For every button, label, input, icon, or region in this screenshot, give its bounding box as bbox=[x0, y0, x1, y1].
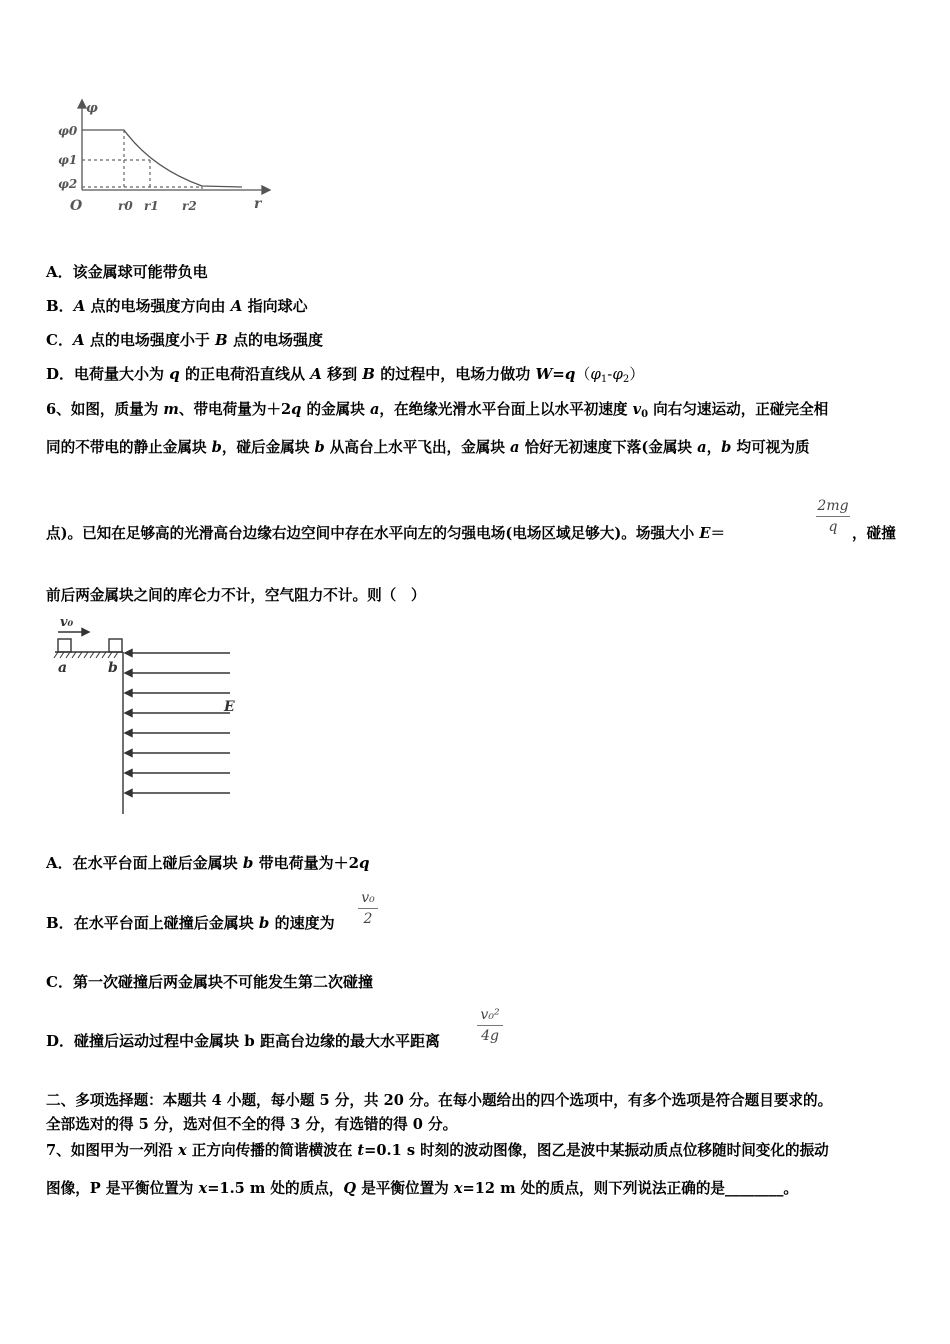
q6-option-b: B．在水平台面上碰撞后金属块 b 的速度为 bbox=[46, 914, 335, 932]
field-strength-fraction: 2mg q bbox=[817, 498, 849, 535]
velocity-fraction: v₀ 2 bbox=[358, 889, 378, 928]
x-tick-r2: r2 bbox=[182, 199, 197, 213]
y-tick-phi2: φ2 bbox=[58, 177, 78, 191]
q5-option-b: B．A 点的电场强度方向由 A 指向球心 bbox=[46, 297, 308, 315]
q6-stem-line1: 6、如图，质量为 m、带电荷量为＋2q 的金属块 a，在绝缘光滑水平台面上以水平初速度 $v_0$ 向右匀速运动，正碰完全相 bbox=[46, 401, 829, 420]
origin-label: O bbox=[70, 198, 83, 214]
q5-option-c: C．A 点的电场强度小于 B 点的电场强度 bbox=[46, 331, 323, 349]
block-a-label: a bbox=[58, 660, 68, 676]
x-tick-r0: r0 bbox=[118, 199, 133, 213]
q7-stem-line1: 7、如图甲为一列沿 x 正方向传播的简谐横波在 t=0.1 s 时刻的波动图像，图乙是波中某振动质点位移随时间变化的振动 bbox=[46, 1142, 829, 1159]
q6-stem-line4: 前后两金属块之间的库仑力不计，空气阻力不计。则（ ） bbox=[46, 587, 426, 604]
v0-label: v₀ bbox=[60, 615, 74, 630]
q5-option-a: A．该金属球可能带负电 bbox=[46, 263, 208, 281]
q6-option-a: A．在水平台面上碰后金属块 b 带电荷量为＋2q bbox=[46, 854, 370, 872]
block-b-label: b bbox=[108, 660, 118, 676]
field-diagram bbox=[50, 612, 250, 817]
q6-stem-line3-end: ，碰撞 bbox=[852, 525, 896, 542]
q6-option-d: D．碰撞后运动过程中金属块 b 距高台边缘的最大水平距离 bbox=[46, 1032, 440, 1050]
y-tick-phi0: φ0 bbox=[58, 124, 78, 138]
q6-stem-line2: 同的不带电的静止金属块 b，碰后金属块 b 从高台上水平飞出，金属块 a 恰好无初速度下落(金属块 a，b 均可视为质 bbox=[46, 439, 810, 456]
y-axis-label: φ bbox=[86, 101, 98, 116]
q5-option-d: D．电荷量大小为 q 的正电荷沿直线从 A 移到 B 的过程中，电场力做功 $W=q(\varphi_1-\varphi_2)$ bbox=[46, 365, 645, 385]
q6-option-c: C．第一次碰撞后两金属块不可能发生第二次碰撞 bbox=[46, 973, 373, 991]
section-heading: 二、多项选择题：本题共 4 小题，每小题 5 分，共 20 分。在每小题给出的四个选项中，有多个选项是符合题目要求的。 bbox=[46, 1092, 833, 1109]
section-scoring: 全部选对的得 5 分，选对但不全的得 3 分，有选错的得 0 分。 bbox=[46, 1116, 458, 1133]
potential-graph bbox=[52, 98, 277, 218]
field-E-label: E bbox=[224, 699, 235, 715]
x-axis-label: r bbox=[254, 196, 262, 212]
distance-fraction: v₀² 4g bbox=[477, 1006, 503, 1045]
q7-stem-line2: 图像，P 是平衡位置为 x=1.5 m 处的质点，Q 是平衡位置为 x=12 m 处的质点，则下列说法正确的是________。 bbox=[46, 1180, 798, 1197]
x-tick-r1: r1 bbox=[144, 199, 159, 213]
y-tick-phi1: φ1 bbox=[58, 153, 78, 167]
q6-stem-line3: 点)。已知在足够高的光滑高台边缘右边空间中存在水平向左的匀强电场(电场区域足够大)。场强大小 E＝ bbox=[46, 525, 726, 542]
